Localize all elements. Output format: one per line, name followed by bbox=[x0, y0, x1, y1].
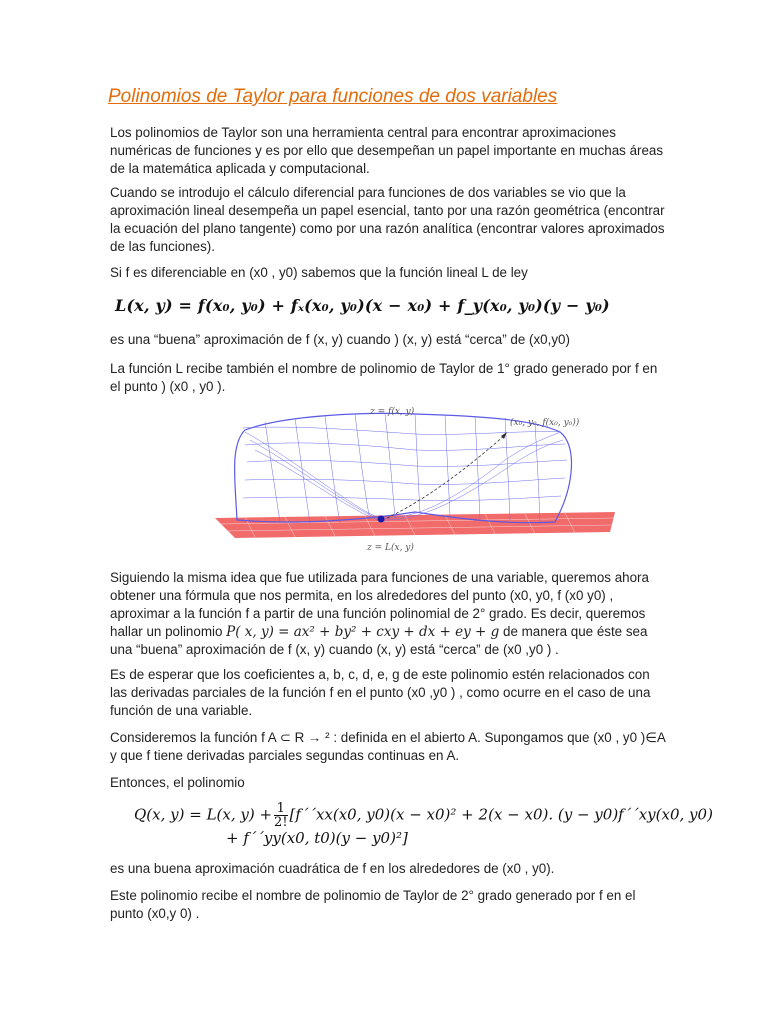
page-title: Polinomios de Taylor para funciones de dos variables bbox=[108, 86, 558, 107]
q-right: [f´´xx(x0, y0)(x − x0)² + 2(x − x0). (y − y0)f´´xy(x0, y0) bbox=[289, 805, 713, 824]
paragraph-quadratic-approx: es una buena aproximación cuadrática de f en los alrededores de (x0 , y0). bbox=[110, 861, 555, 876]
label-point: (x₀, y₀, f(x₀, y₀)) bbox=[510, 418, 580, 428]
linear-formula: L(x, y) = f(x₀, y₀) + fₓ(x₀, y₀)(x − x₀) + f_y(x₀, y₀)(y − y₀) bbox=[115, 296, 610, 315]
quadratic-formula-line2: + f´´yy(x0, t0)(y − y0)²] bbox=[226, 829, 408, 847]
paragraph-taylor-first: La función L recibe también el nombre de polinomio de Taylor de 1° grado generado por f en el punto ) (x0 , y0 ). bbox=[110, 361, 658, 394]
quadratic-formula-line1 bbox=[134, 802, 713, 829]
label-surface: z = f(x, y) bbox=[370, 407, 415, 417]
tangency-point bbox=[378, 516, 385, 523]
paragraph-taylor-second: Este polinomio recibe el nombre de polinomio de Taylor de 2° grado generado por f en el punto (x0,y 0) . bbox=[110, 888, 636, 921]
polynomial-p: P( x, y) = ax² + by² + cxy + dx + ey + g bbox=[226, 624, 500, 640]
paragraph-intro: Los polinomios de Taylor son una herramienta central para encontrar aproximaciones numéricas de funciones y es por ello que desempeñan un papel importante en muchas áreas de la matemática aplicada y computacional. bbox=[110, 125, 664, 176]
paragraph-then: Entonces, el polinomio bbox=[110, 775, 245, 790]
surface-outline bbox=[235, 413, 572, 522]
label-plane: z = L(x, y) bbox=[367, 543, 414, 553]
fraction-one-half bbox=[274, 802, 288, 829]
surface-mesh bbox=[243, 414, 567, 523]
dashed-arrow bbox=[387, 435, 505, 518]
paragraph-coefficients: Es de esperar que los coeficientes a, b, c, d, e, g de este polinomio estén relacionados con las derivadas parciales de la función f en el punto (x0 ,y0 ) , como ocurre en el caso de una función de una variable. bbox=[110, 667, 651, 718]
fraction-numerator: 1 bbox=[276, 801, 285, 816]
paragraph-consider-function: Consideremos la función f A ⊂ R → ² : definida en el abierto A. Supongamos que (x0 , y0 )∈A y que f tiene derivadas parciales segundas continuas en A. bbox=[110, 730, 666, 763]
paragraph-second-degree-text: Siguiendo la misma idea que fue utilizada para funciones de una variable, queremos ahora obtener una fórmula que nos permita, en los alrededores del punto (x0, y0, f (x0 y0) , aproximar a la función f a partir de una función polinomial de 2° grado. Es decir, queremos hallar un polinomio bbox=[110, 570, 649, 639]
paragraph-second-degree bbox=[110, 569, 670, 659]
q-left: Q(x, y) = L(x, y) + bbox=[134, 805, 273, 824]
paragraph-good-approx: es una “buena” aproximación de f (x, y) cuando ) (x, y) está “cerca” de (x0,y0) bbox=[110, 332, 570, 347]
paragraph-linear-approx: Cuando se introdujo el cálculo diferencial para funciones de dos variables se vio que la aproximación lineal desempeña un papel esencial, tanto por una razón geométrica (encontrar la ecuación del plano tangente) como por una razón analítica (encontrar valores aproximados de las funciones). bbox=[110, 185, 665, 254]
paragraph-second-degree-end: de manera que éste sea una “buena” aproximación de f (x, y) cuando (x, y) está “cerca” de (x0 ,y0 ) . bbox=[110, 624, 648, 657]
fraction-denominator: 2! bbox=[274, 815, 288, 830]
paragraph-differentiable: Si f es diferenciable en (x0 , y0) sabemos que la función lineal L de ley bbox=[110, 265, 528, 280]
surface-tangent-plane-figure bbox=[205, 400, 625, 560]
